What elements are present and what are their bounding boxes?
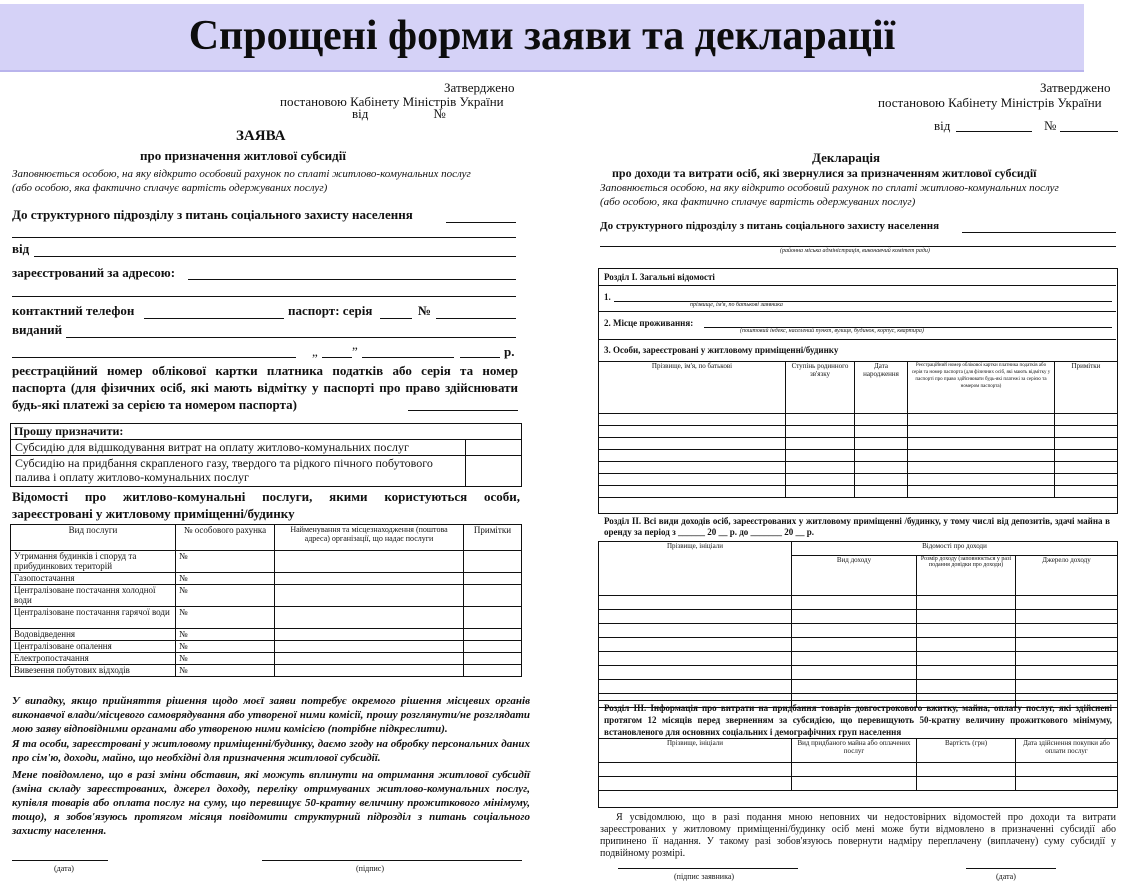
provider-cell[interactable] xyxy=(275,629,464,641)
section-1-head: Розділ І. Загальні відомості xyxy=(604,272,715,282)
expense-cell[interactable] xyxy=(792,763,917,777)
person-cell[interactable] xyxy=(599,438,786,450)
person-cell[interactable] xyxy=(855,438,908,450)
paragraph-consent: Я та особи, зареєстровані у житловому приміщенні/будинку, даємо згоду на обробку персональних даних про сім'ю, доходи, майно, що необхідні для призначення житлової субсидії. xyxy=(12,738,530,764)
approved-date: від № xyxy=(352,106,446,121)
divider xyxy=(598,339,1116,340)
account-cell[interactable]: № xyxy=(176,653,275,665)
service-row: Утримання будинків і споруд та прибудинкових територій xyxy=(11,551,176,573)
approved-label: Затверджено xyxy=(444,80,515,95)
paragraph-commission: У випадку, якщо прийняття рішення щодо моєї заяви потребує окремого рішення місцевих органів виконавчої влади/місцевого самоврядування або утвореної ними комісії, прошу розглянути/не розглядати мою заяву відповідними органами або утвореною ними комісією (потрібне підкреслити). xyxy=(12,695,530,735)
provider-cell[interactable] xyxy=(275,641,464,653)
income-cell[interactable] xyxy=(599,624,792,638)
approved-by: постановою Кабінету Міністрів України xyxy=(878,95,1102,110)
notes-cell[interactable] xyxy=(464,585,522,607)
col-income-source: Джерело доходу xyxy=(1016,556,1118,596)
person-cell[interactable] xyxy=(855,462,908,474)
person-cell[interactable] xyxy=(599,486,786,498)
dept-caption: (районна міська адміністрація, виконавчий комітет ради) xyxy=(780,248,930,254)
approved-no-field[interactable] xyxy=(1060,131,1118,132)
col-purchase-type: Вид придбаного майна або оплачених послуг xyxy=(792,739,917,763)
expense-cell[interactable] xyxy=(917,777,1016,791)
col-tax-number: Реєстраційний номер облікової картки платника податків або серія та номер паспорта (для фізичних осіб, які мають відмітку у паспорті про право здійснювати будь-які платежі за серією та номером паспорта) xyxy=(908,362,1055,414)
request-table xyxy=(10,423,522,487)
request-check-2[interactable] xyxy=(466,456,522,487)
person-cell[interactable] xyxy=(786,462,855,474)
person-cell[interactable] xyxy=(908,486,1055,498)
issue-day-field[interactable] xyxy=(322,357,352,358)
person-cell[interactable] xyxy=(1055,438,1118,450)
issue-month-field[interactable] xyxy=(362,357,454,358)
signature-caption: (підпис) xyxy=(356,864,385,873)
issued-label: виданий xyxy=(12,322,63,337)
person-cell[interactable] xyxy=(908,426,1055,438)
signature-field[interactable] xyxy=(262,860,522,861)
issued-field-2[interactable] xyxy=(12,357,296,358)
person-cell[interactable] xyxy=(855,474,908,486)
fill-note-1: Заповнюється особою, на яку відкрито особовий рахунок по сплаті житлово-комунальних послуг xyxy=(12,168,471,180)
notes-cell[interactable] xyxy=(464,573,522,585)
income-cell[interactable] xyxy=(792,652,917,666)
closing-statement: Я усвідомлюю, що в разі подання мною неповних чи недостовірних відомостей про доходи та витрати зареєстрованих у житловому приміщенні/будинку осіб мені може бути відмовлено в призначенні субсидії або припинено її надання. У такому разі зобов'язуюсь повернути надміру переплачену (виплачену) суму субсидії у подвійному розмірі. xyxy=(600,812,1116,859)
person-cell[interactable] xyxy=(786,450,855,462)
divider xyxy=(598,311,1116,312)
account-cell[interactable]: № xyxy=(176,585,275,607)
notes-cell[interactable] xyxy=(464,629,522,641)
col-name: Прізвище, ініціали xyxy=(599,739,792,763)
expense-cell[interactable] xyxy=(917,763,1016,777)
income-cell[interactable] xyxy=(917,652,1016,666)
to-dept-label: До структурного підрозділу з питань соціального захисту населення xyxy=(12,207,413,222)
account-cell[interactable]: № xyxy=(176,665,275,677)
line-1-label: 1. xyxy=(604,292,611,302)
fill-note-1: Заповнюється особою, на яку відкрито особовий рахунок по сплаті житлово-комунальних послуг xyxy=(600,182,1059,194)
services-heading: Відомості про житлово-комунальні послуги, якими користуються особи, зареєстровані у житловому приміщенні/будинку xyxy=(12,489,520,521)
applicant-name-field[interactable] xyxy=(614,301,1112,302)
income-cell[interactable] xyxy=(599,638,792,652)
fill-note-2: (або особою, яка фактично сплачує вартість одержуваних послуг) xyxy=(600,196,916,208)
date-caption: (дата) xyxy=(54,864,74,873)
income-table xyxy=(598,541,1118,708)
expense-cell[interactable] xyxy=(792,777,917,791)
expense-cell[interactable] xyxy=(1016,763,1118,777)
income-cell[interactable] xyxy=(599,680,792,694)
line-3-label: 3. Особи, зареєстровані у житловому приміщенні/будинку xyxy=(604,345,839,355)
provider-cell[interactable] xyxy=(275,607,464,629)
person-cell[interactable] xyxy=(1055,414,1118,426)
income-cell[interactable] xyxy=(792,666,917,680)
person-cell[interactable] xyxy=(908,474,1055,486)
income-cell[interactable] xyxy=(917,610,1016,624)
income-cell[interactable] xyxy=(1016,680,1118,694)
service-row: Газопостачання xyxy=(11,573,176,585)
col-full-name: Прізвище, ім'я, по батькові xyxy=(599,362,786,414)
income-cell[interactable] xyxy=(917,666,1016,680)
line-2-label: 2. Місце проживання: xyxy=(604,318,694,328)
service-row: Електропостачання xyxy=(11,653,176,665)
col-birth-date: Дата народження xyxy=(855,362,908,414)
service-row: Водовідведення xyxy=(11,629,176,641)
person-cell[interactable] xyxy=(599,462,786,474)
account-cell[interactable]: № xyxy=(176,607,275,629)
to-dept-label: До структурного підрозділу з питань соціального захисту населення xyxy=(600,220,940,232)
income-cell[interactable] xyxy=(792,624,917,638)
income-cell[interactable] xyxy=(599,596,792,610)
income-cell[interactable] xyxy=(792,610,917,624)
address-label: зареєстрований за адресою: xyxy=(12,265,176,280)
person-cell[interactable] xyxy=(786,414,855,426)
notes-cell[interactable] xyxy=(464,653,522,665)
income-cell[interactable] xyxy=(599,666,792,680)
section-2-year-prefix: 20 xyxy=(707,527,717,537)
person-cell[interactable] xyxy=(908,450,1055,462)
page-title: Спрощені форми заяви та декларації xyxy=(188,13,896,59)
provider-cell[interactable] xyxy=(275,573,464,585)
income-cell[interactable] xyxy=(917,596,1016,610)
person-cell[interactable] xyxy=(786,486,855,498)
date-field[interactable] xyxy=(12,860,108,861)
income-cell[interactable] xyxy=(792,680,917,694)
col-notes: Примітки xyxy=(464,525,522,551)
col-purchase-date: Дата здійснення покупки або оплати послуг xyxy=(1016,739,1118,763)
income-cell[interactable] xyxy=(599,610,792,624)
income-cell[interactable] xyxy=(599,652,792,666)
approved-date-field[interactable] xyxy=(956,131,1032,132)
account-cell[interactable]: № xyxy=(176,641,275,653)
dept-field-2[interactable] xyxy=(12,237,516,238)
issued-field[interactable] xyxy=(66,337,516,338)
declaration-title: Декларація xyxy=(812,150,881,165)
person-cell[interactable] xyxy=(599,474,786,486)
approved-label: Затверджено xyxy=(1040,80,1111,95)
col-notes: Примітки xyxy=(1055,362,1118,414)
col-cost: Вартість (грн) xyxy=(917,739,1016,763)
tax-number-field[interactable] xyxy=(408,410,518,411)
person-cell[interactable] xyxy=(786,426,855,438)
person-cell[interactable] xyxy=(908,414,1055,426)
issue-year-field[interactable] xyxy=(460,357,500,358)
income-cell[interactable] xyxy=(917,624,1016,638)
service-row: Централізоване опалення xyxy=(11,641,176,653)
income-cell[interactable] xyxy=(792,596,917,610)
section-2-head: Розділ ІІ. Всі види доходів осіб, зареєстрованих у житловому приміщенні /будинку, у тому числі від депозитів, здачі майна в оренду за період з xyxy=(604,516,1110,537)
person-cell[interactable] xyxy=(1055,486,1118,498)
person-cell[interactable] xyxy=(786,438,855,450)
persons-table xyxy=(598,361,1118,498)
paragraph-notify: Мене повідомлено, що в разі зміни обставин, які можуть вплинути на отримання житлової субсидії (зміна складу зареєстрованих, джерел доходу, переліку отримуваних житлово-комунальних послуг, купівля товарів або оплата послуг на суму, що перевищує 50-кратну величину прожиткового мінімуму, тощо), я зобов'язуюсь протягом місяця повідомити структурний підрозділ з питань соціального захисту населення. xyxy=(12,769,530,837)
passport-label: паспорт: серія xyxy=(288,303,373,318)
residence-caption: (поштовий індекс, населений пункт, вулиця, будинок, корпус, квартира) xyxy=(740,328,924,334)
person-cell[interactable] xyxy=(908,462,1055,474)
declaration-subtitle: про доходи та витрати осіб, які звернулися за призначенням житлової субсидії xyxy=(612,166,1037,180)
section-3-head: Розділ ІІІ. Інформація про витрати на придбання товарів довгострокового вжитку, майна, оплату послуг, які здійснені протягом 12 місяців перед зверненням за субсидією, що перевищують 50-кратну величину прожиткового мінімуму, встановленого для основних соціальних і демографічних груп населення xyxy=(604,703,1112,737)
section-2-year-suffix: р. xyxy=(806,527,815,537)
person-cell[interactable] xyxy=(599,450,786,462)
col-relation: Ступінь родинного зв'язку xyxy=(786,362,855,414)
col-income-group: Відомості про доходи xyxy=(792,542,1118,556)
notes-cell[interactable] xyxy=(464,551,522,573)
from-field[interactable] xyxy=(34,256,516,257)
person-cell[interactable] xyxy=(599,426,786,438)
col-income-amount: Розмір доходу (заповнюється у разі подання довідки про доходи) xyxy=(917,556,1016,596)
income-cell[interactable] xyxy=(917,680,1016,694)
request-option-2[interactable]: Субсидію на придбання скрапленого газу, твердого та рідкого пічного побутового палива і оплату житлово-комунальних послуг xyxy=(11,456,466,487)
income-cell[interactable] xyxy=(917,638,1016,652)
approved-by: постановою Кабінету Міністрів України xyxy=(280,94,504,109)
approved-date-label: від xyxy=(934,118,951,133)
dept-field[interactable] xyxy=(446,222,516,223)
person-cell[interactable] xyxy=(1055,462,1118,474)
col-provider: Найменування та місцезнаходження (поштова адреса) організації, що надає послуги xyxy=(275,525,464,551)
person-cell[interactable] xyxy=(1055,450,1118,462)
col-income-type: Вид доходу xyxy=(792,556,917,596)
notes-cell[interactable] xyxy=(464,641,522,653)
income-cell[interactable] xyxy=(1016,610,1118,624)
phone-label: контактний телефон xyxy=(12,303,135,318)
year-suffix: р. xyxy=(504,344,515,359)
applicant-name-caption: прізвище, ім'я, по батькові заявника xyxy=(690,302,783,308)
person-cell[interactable] xyxy=(855,414,908,426)
request-head: Прошу призначити: xyxy=(11,424,522,440)
section-2-year-prefix-2: 20 xyxy=(784,527,794,537)
dept-field[interactable] xyxy=(962,232,1116,233)
title-banner xyxy=(0,4,1084,72)
col-service-type: Вид послуги xyxy=(11,525,176,551)
address-field-2[interactable] xyxy=(12,296,516,297)
expenses-table xyxy=(598,738,1118,791)
approved-no-label: № xyxy=(1044,118,1057,133)
person-cell[interactable] xyxy=(1055,426,1118,438)
income-cell[interactable] xyxy=(1016,624,1118,638)
person-cell[interactable] xyxy=(855,426,908,438)
income-cell[interactable] xyxy=(792,638,917,652)
person-cell[interactable] xyxy=(1055,474,1118,486)
notes-cell[interactable] xyxy=(464,665,522,677)
service-row: Централізоване постачання гарячої води xyxy=(11,607,176,629)
person-cell[interactable] xyxy=(855,450,908,462)
form-title: ЗАЯВА xyxy=(236,128,286,144)
from-label: від xyxy=(12,241,30,256)
provider-cell[interactable] xyxy=(275,653,464,665)
date-caption: (дата) xyxy=(996,872,1016,881)
phone-field[interactable] xyxy=(144,318,284,319)
col-name: Прізвище, ініціали xyxy=(599,542,792,596)
address-field[interactable] xyxy=(188,279,516,280)
declaration-date-field[interactable] xyxy=(966,868,1056,869)
income-cell[interactable] xyxy=(1016,596,1118,610)
passport-series-field[interactable] xyxy=(380,318,412,319)
income-cell[interactable] xyxy=(1016,666,1118,680)
tax-number-paragraph: реєстраційний номер облікової картки платника податків або серія та номер паспорта (для фізичних осіб, які мають відмітку у паспорті про право здійснювати будь-які платежі за серією та номером паспорта) xyxy=(12,363,518,412)
expense-cell[interactable] xyxy=(1016,777,1118,791)
col-account: № особового рахунка xyxy=(176,525,275,551)
account-cell[interactable]: № xyxy=(176,551,275,573)
expense-cell[interactable] xyxy=(599,777,792,791)
provider-cell[interactable] xyxy=(275,665,464,677)
person-cell[interactable] xyxy=(599,414,786,426)
divider xyxy=(598,285,1116,286)
person-cell[interactable] xyxy=(855,486,908,498)
notes-cell[interactable] xyxy=(464,607,522,629)
provider-cell[interactable] xyxy=(275,585,464,607)
dept-field-2[interactable] xyxy=(600,246,1116,247)
passport-no-label: № xyxy=(418,303,432,318)
person-cell[interactable] xyxy=(908,438,1055,450)
income-cell[interactable] xyxy=(1016,638,1118,652)
date-quote-close: ” xyxy=(352,344,358,359)
request-check-1[interactable] xyxy=(466,440,522,456)
provider-cell[interactable] xyxy=(275,551,464,573)
request-option-1[interactable]: Субсидію для відшкодування витрат на оплату житлово-комунальних послуг xyxy=(11,440,466,456)
signature-caption: (підпис заявника) xyxy=(674,872,735,881)
services-table xyxy=(10,524,522,677)
service-row: Централізоване постачання холодної води xyxy=(11,585,176,607)
passport-number-field[interactable] xyxy=(436,318,516,319)
form-subtitle: про призначення житлової субсидії xyxy=(140,148,346,163)
fill-note-2: (або особою, яка фактично сплачує вартість одержуваних послуг) xyxy=(12,182,328,194)
service-row: Вивезення побутових відходів xyxy=(11,665,176,677)
income-cell[interactable] xyxy=(1016,652,1118,666)
account-cell[interactable]: № xyxy=(176,629,275,641)
account-cell[interactable]: № xyxy=(176,573,275,585)
person-cell[interactable] xyxy=(786,474,855,486)
expense-cell[interactable] xyxy=(599,763,792,777)
applicant-signature-field[interactable] xyxy=(618,868,798,869)
date-quote-open: „ xyxy=(312,344,318,359)
section-2-to: р. до xyxy=(729,527,749,537)
